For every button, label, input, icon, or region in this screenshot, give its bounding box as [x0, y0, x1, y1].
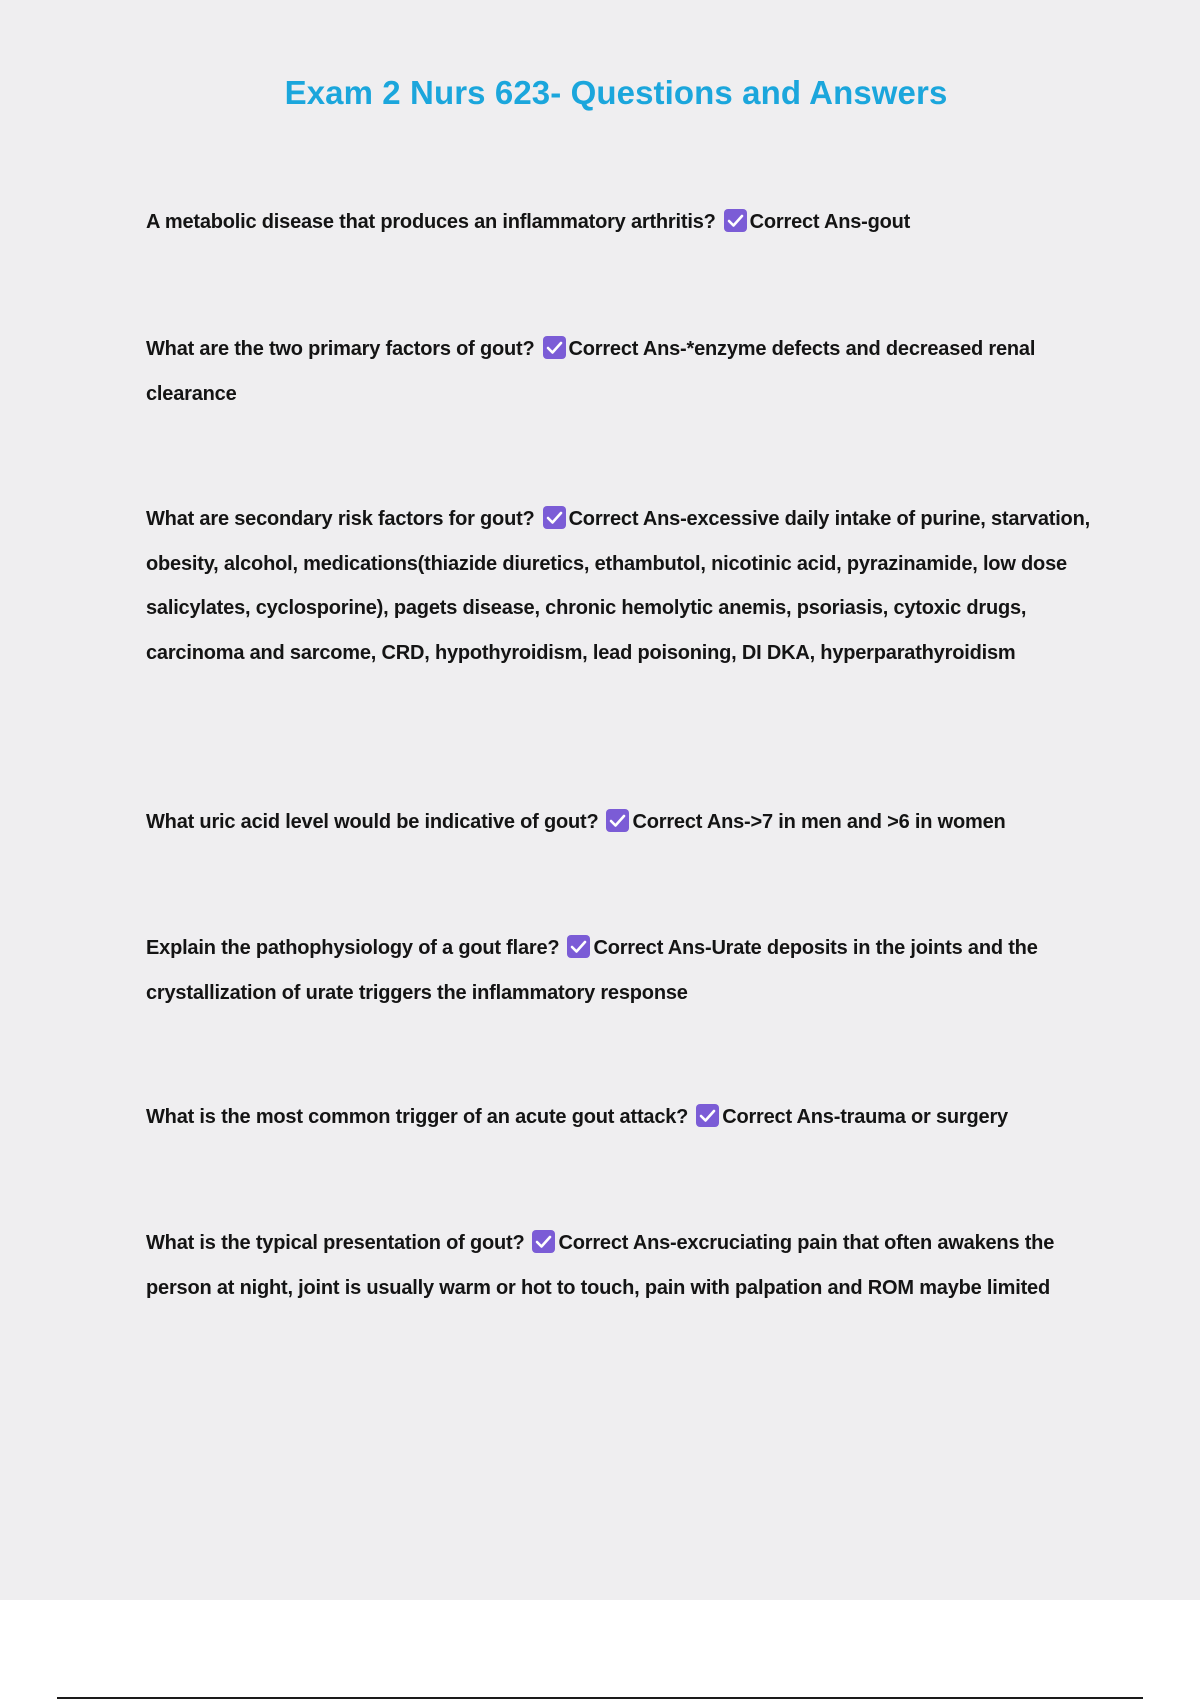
question-text: What is the typical presentation of gout?: [146, 1232, 525, 1254]
qa-item-4: [146, 800, 1096, 845]
checkbox-checked-icon: [567, 935, 590, 958]
qa-item-1: [146, 200, 1096, 245]
checkbox-checked-icon: [724, 209, 747, 232]
question-text: What are the two primary factors of gout?: [146, 338, 535, 360]
document-title: Exam 2 Nurs 623- Questions and Answers: [284, 74, 948, 111]
qa-item-5: [146, 926, 1096, 1015]
answer-text: Correct Ans-excessive daily intake of purine, starvation, obesity, alcohol, medications(thiazide diuretics, ethambutol, nicotinic acid, pyrazinamide, low dose salicylates, cyclosporine), pagets disease, chronic hemolytic anemis, psoriasis, cytoxic drugs, carcinoma and sarcome, CRD, hypothyroidism, lead poisoning, DI DKA, hyperparathyroidism: [146, 508, 1090, 664]
answer-text: Correct Ans-excruciating pain that often awakens the person at night, joint is usually warm or hot to touch, pain with palpation and ROM maybe limited: [146, 1232, 1055, 1299]
answer-text: Correct Ans-Urate deposits in the joints and the crystallization of urate triggers the inflammatory response: [146, 937, 1038, 1004]
answer-text: Correct Ans->7 in men and >6 in women: [632, 811, 1006, 833]
qa-item-3: [146, 497, 1096, 675]
checkbox-checked-icon: [606, 809, 629, 832]
qa-item-6: [146, 1095, 1096, 1140]
checkbox-checked-icon: [532, 1230, 555, 1253]
question-text: What is the most common trigger of an acute gout attack?: [146, 1106, 689, 1128]
qa-item-7: [146, 1221, 1096, 1310]
checkbox-checked-icon: [696, 1104, 719, 1127]
checkbox-checked-icon: [543, 336, 566, 359]
question-text: Explain the pathophysiology of a gout flare?: [146, 937, 560, 959]
footer-divider: [57, 1697, 1143, 1699]
question-text: A metabolic disease that produces an inflammatory arthritis?: [146, 211, 716, 233]
answer-text: Correct Ans-*enzyme defects and decreased renal clearance: [146, 338, 1036, 405]
qa-item-2: [146, 327, 1096, 416]
answer-text: Correct Ans-gout: [749, 211, 911, 233]
answer-text: Correct Ans-trauma or surgery: [722, 1106, 1008, 1128]
question-text: What uric acid level would be indicative of gout?: [146, 811, 599, 833]
checkbox-checked-icon: [543, 506, 566, 529]
question-text: What are secondary risk factors for gout?: [146, 508, 535, 530]
